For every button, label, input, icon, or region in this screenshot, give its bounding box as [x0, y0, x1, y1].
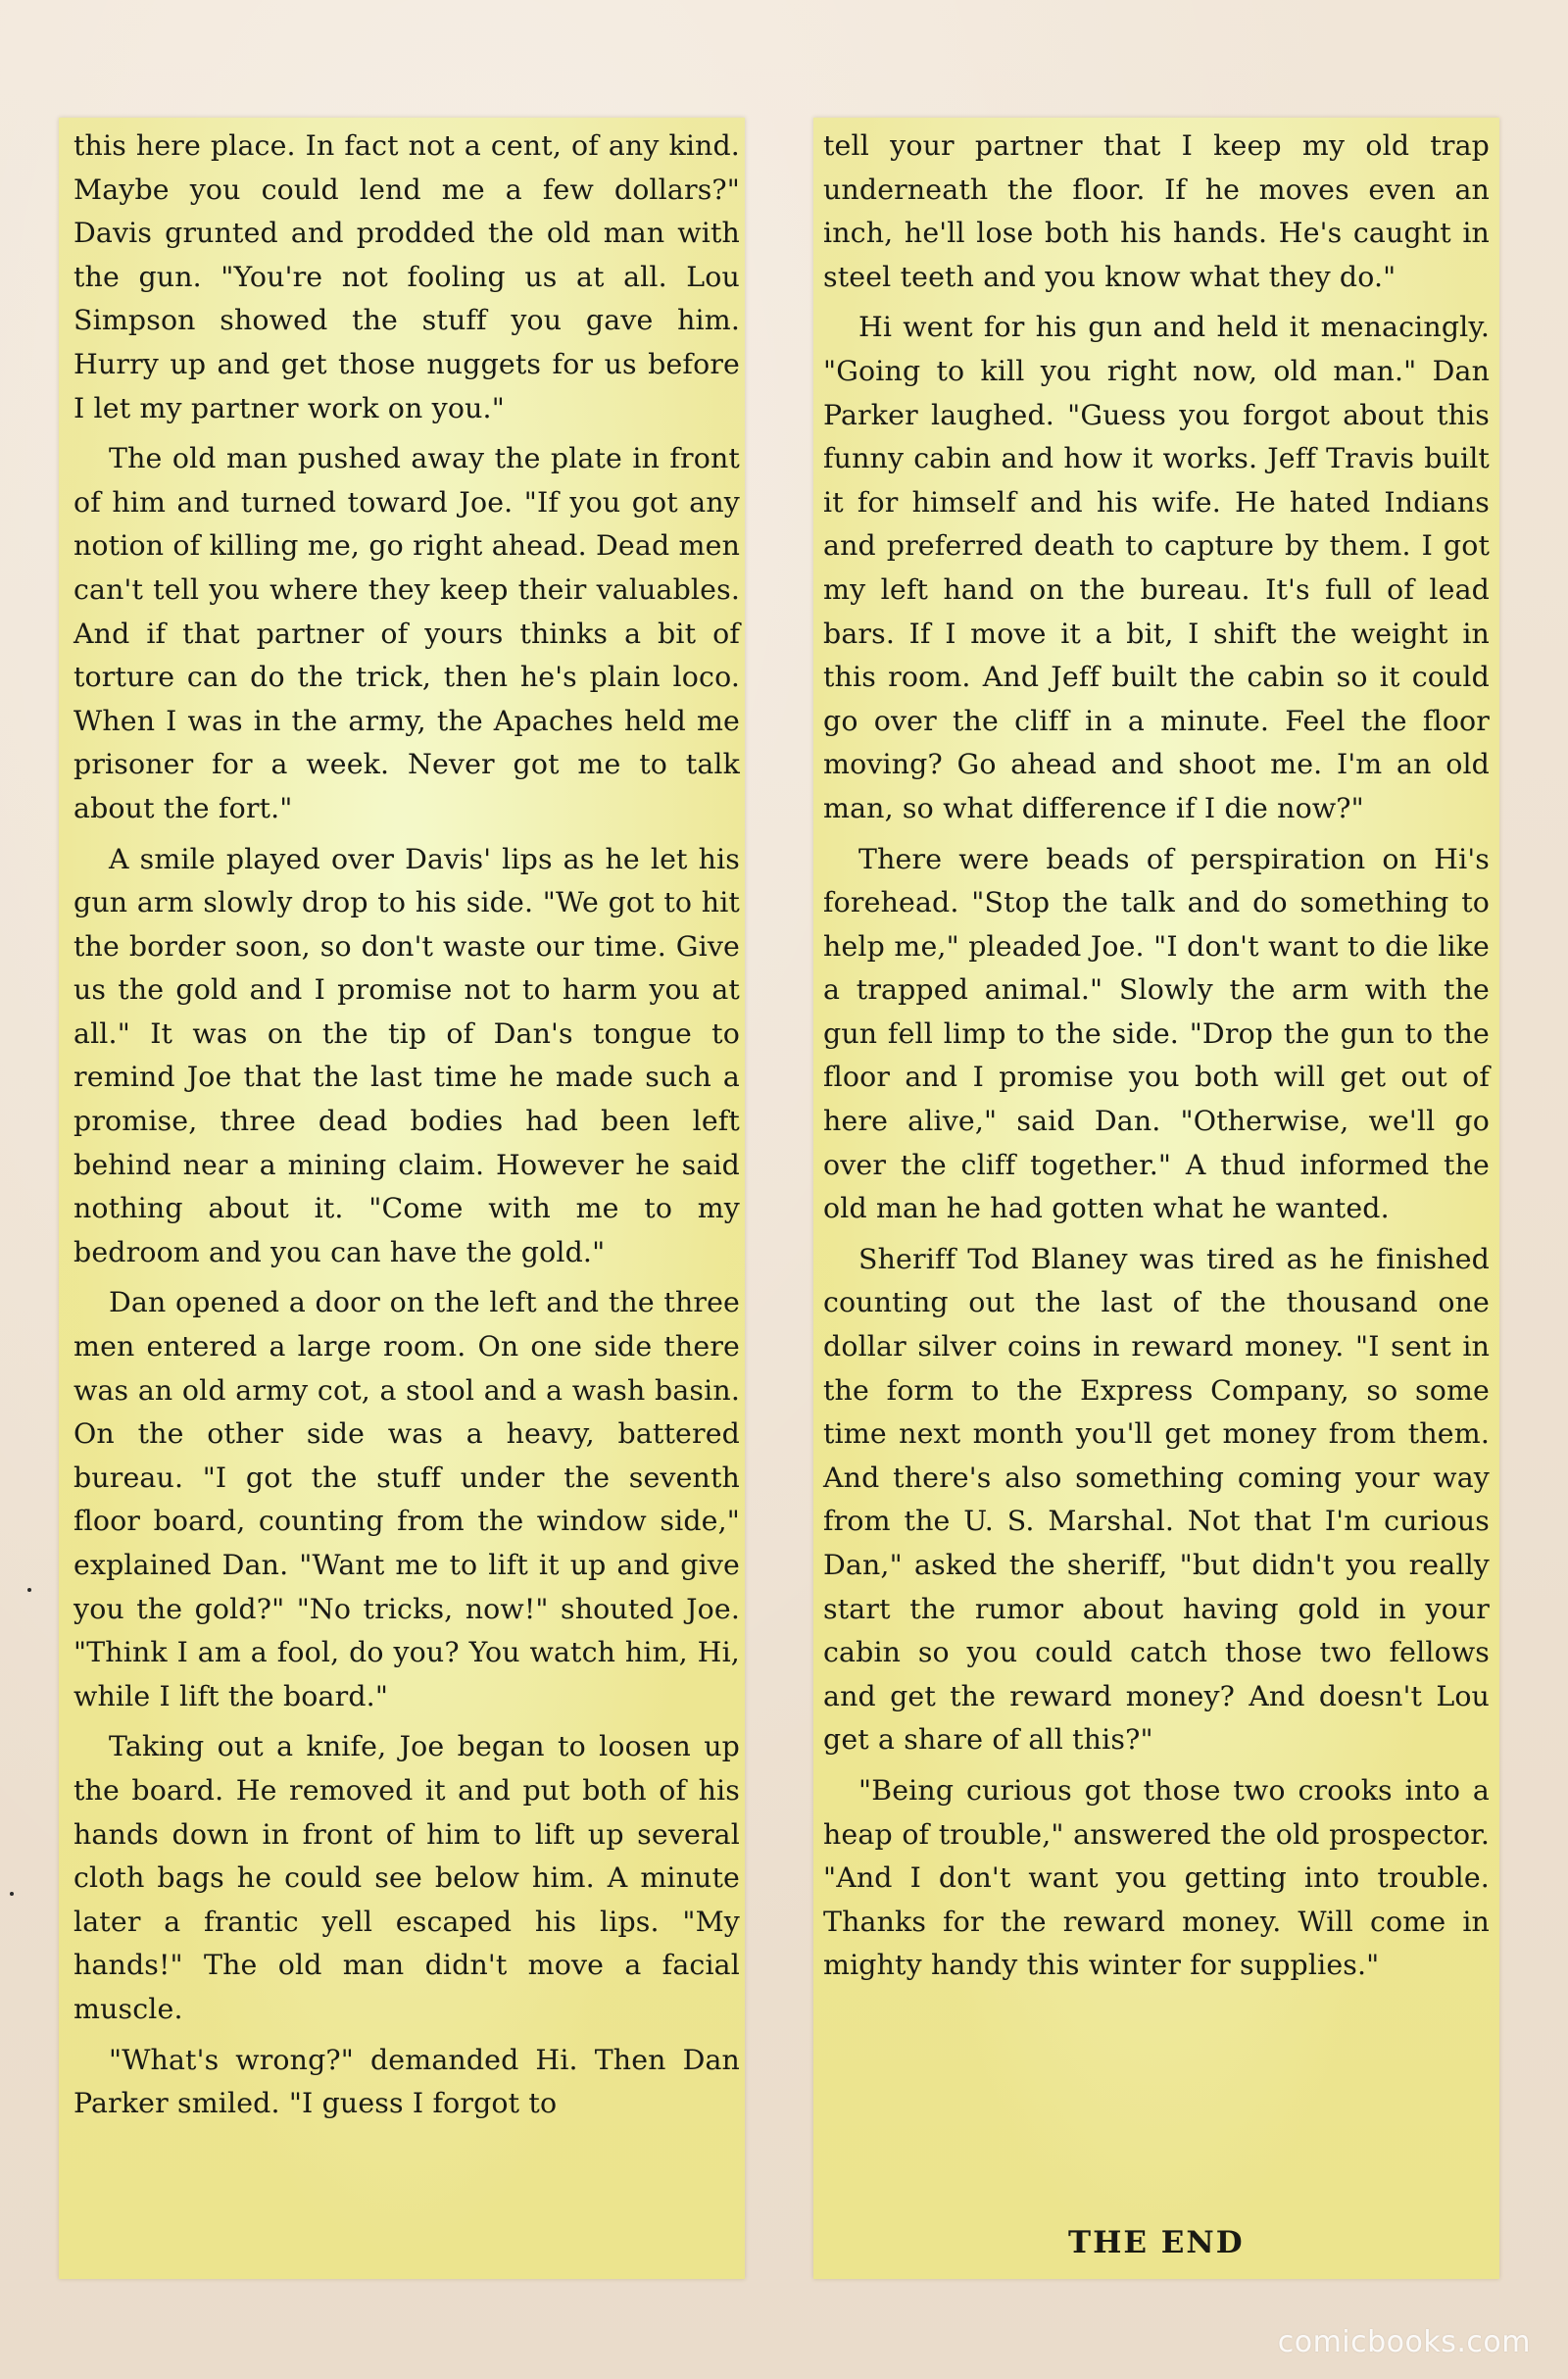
print-speck: [27, 1588, 31, 1592]
paragraph: Taking out a knife, Joe began to loosen up the board. He removed it and put both of his hands down in front of him to lift up several cloth bags he could see below him. A minute later a frantic yell escaped his lips. "My hands!" The old man didn't move a facial muscle.: [74, 1730, 740, 2025]
print-speck: [10, 1892, 14, 1896]
watermark: comicbooks.com: [1277, 2325, 1531, 2359]
paragraph: Dan opened a door on the left and the three men entered a large room. On one side there was an old army cot, a stool and a wash basin. On the other side was a heavy, battered bureau. "I got the stuff under the seventh floor board, counting from the window side," explained Dan. "Want me to lift it up and give you the gold?" "No tricks, now!" shouted Joe. "Think I am a fool, do you? You watch him, Hi, while I lift the board.": [74, 1286, 740, 1712]
paragraph: There were beads of perspiration on Hi's forehead. "Stop the talk and do something to help me," pleaded Joe. "I don't want to die like a trapped animal." Slowly the arm with the gun fell limp to the side. "Drop the gun to the floor and I promise you both will get out of here alive," said Dan. "Otherwise, we'll go over the cliff together." A thud informed the old man he had gotten what he wanted.: [823, 842, 1490, 1225]
paragraph: "Being curious got those two crooks into a heap of trouble," answered the old prospector. "And I don't want you getting into trouble. Thanks for the reward money. Will come in mighty handy this winter for supplies.": [823, 1773, 1490, 1982]
paragraph: Hi went for his gun and held it menacingly. "Going to kill you right now, old man." Dan Parker laughed. "Guess you forgot about this funny cabin and how it works. Jeff Travis built it for himself and his wife. He hated Indians and preferred death to capture by them. I got my left hand on the bureau. It's full of lead bars. If I move it a bit, I shift the weight in this room. And Jeff built the cabin so it could go over the cliff in a minute. Feel the floor moving? Go ahead and shoot me. I'm an old man, so what difference if I die now?": [823, 311, 1490, 824]
paragraph: A smile played over Davis' lips as he let his gun arm slowly drop to his side. "We got to hit the border soon, so don't waste our time. Give us the gold and I promise not to harm you at all." It was on the tip of Dan's tongue to remind Joe that the last time he made such a promise, three dead bodies had been left behind near a mining claim. However he said nothing about it. "Come with me to my bedroom and you can have the gold.": [74, 842, 740, 1268]
paragraph: Sheriff Tod Blaney was tired as he finished counting out the last of the thousand one dollar silver coins in reward money. "I sent in the form to the Express Company, so some time next month you'll get money from them. And there's also something coming your way from the U. S. Marshal. Not that I'm curious Dan," asked the sheriff, "but didn't you really start the rumor about having gold in your cabin so you could catch those two fellows and get the reward money? And doesn't Lou get a share of all this?": [823, 1242, 1490, 1757]
the-end-label: THE END: [1068, 2225, 1245, 2260]
paragraph: "What's wrong?" demanded Hi. Then Dan Parker smiled. "I guess I forgot to: [74, 2043, 740, 2120]
paragraph: The old man pushed away the plate in front of him and turned toward Joe. "If you got any notion of killing me, go right ahead. Dead men can't tell you where they keep their valuables. And if that partner of yours thinks a bit of torture can do the trick, then he's plain loco. When I was in the army, the Apaches held me prisoner for a week. Never got me to talk about the fort.": [74, 442, 740, 824]
paragraph: this here place. In fact not a cent, of any kind. Maybe you could lend me a few dollars?" Davis grunted and prodded the old man with the gun. "You're not fooling us at all. Lou Simpson showed the stuff you gave him. Hurry up and get those nuggets for us before I let my partner work on you.": [74, 129, 740, 424]
paragraph: tell your partner that I keep my old trap underneath the floor. If he moves even an inch, he'll lose both his hands. He's caught in steel teeth and you know what they do.": [823, 129, 1490, 293]
story-column-right: [823, 124, 1490, 1995]
story-column-left: [74, 124, 740, 2133]
